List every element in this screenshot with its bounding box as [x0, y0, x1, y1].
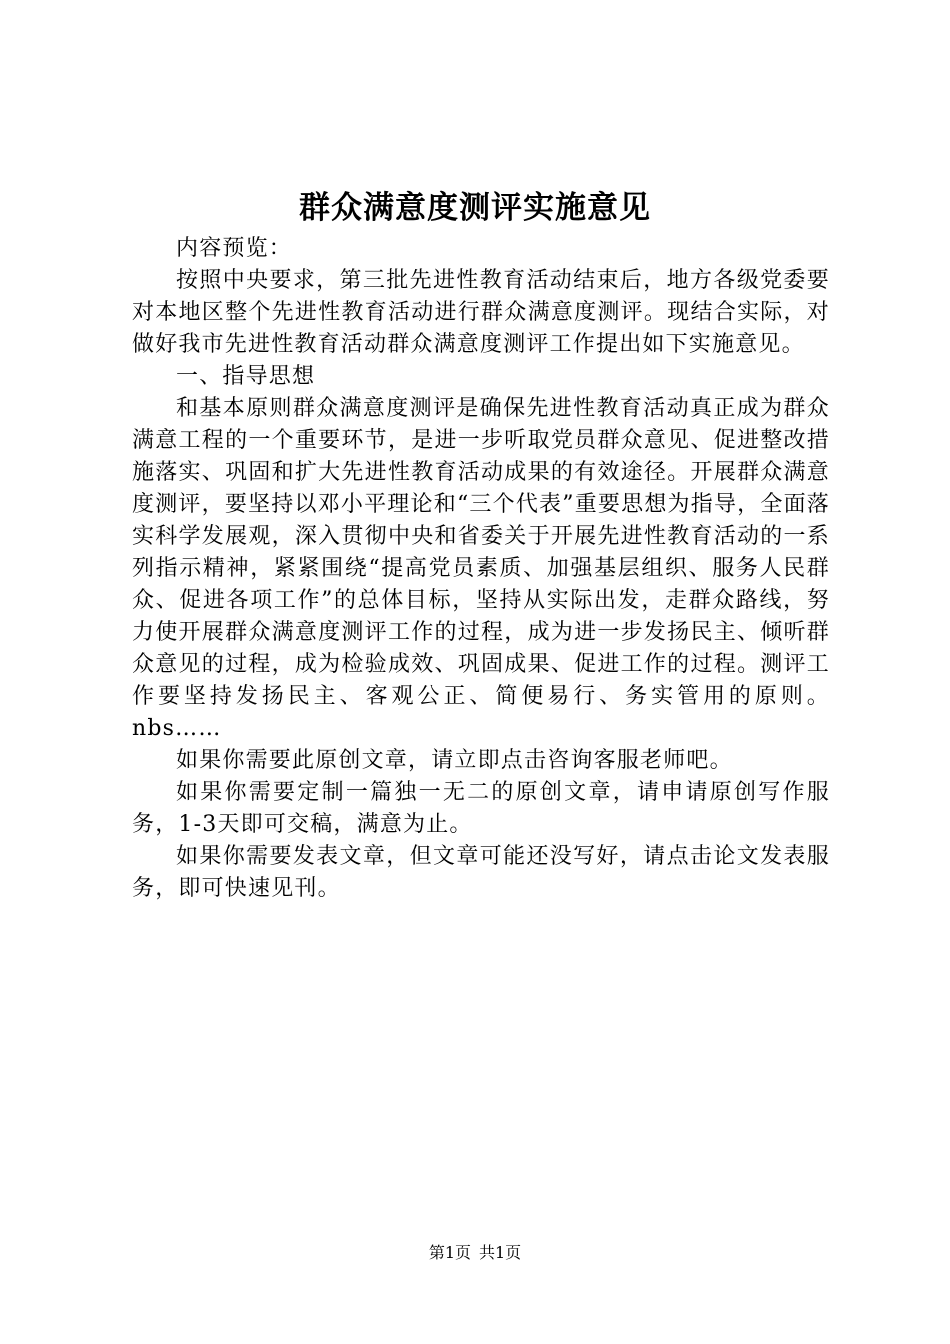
document-body: [132, 233, 830, 905]
section-heading: 一、指导思想: [176, 364, 316, 389]
publishing-service-paragraph[interactable]: 如果你需要发表文章，但文章可能还没写好，请点击论文发表服务，即可快速见刊。: [132, 844, 830, 901]
page-number: 第1页: [428, 1243, 471, 1262]
contact-link-paragraph[interactable]: 如果你需要此原创文章，请立即点击咨询客服老师吧。: [176, 748, 733, 773]
principles-paragraph: 和基本原则群众满意度测评是确保先进性教育活动真正成为群众满意工程的一个重要环节，是进一步听取党员群众意见、促进整改措施落实、巩固和扩大先进性教育活动成果的有效途径。开展群众满意度测评，要坚持以邓小平理论和“三个代表”重要思想为指导，全面落实科学发展观，深入贯彻中央和省委关于开展先进性教育活动的一系列指示精神，紧紧围绕“提高党员素质、加强基层组织、服务人民群众、促进各项工作”的总体目标，坚持从实际出发，走群众路线，努力使开展群众满意度测评工作的过程，成为进一步发扬民主、倾听群众意见的过程，成为检验成效、巩固成果、促进工作的过程。测评工作要坚持发扬民主、客观公正、简便易行、务实管用的原则。nbs……: [132, 396, 830, 741]
page-footer: [0, 1241, 950, 1265]
custom-writing-paragraph[interactable]: 如果你需要定制一篇独一无二的原创文章，请申请原创写作服务，1-3天即可交稿，满意为止。: [132, 780, 830, 837]
document-title: 群众满意度测评实施意见: [299, 190, 651, 226]
intro-paragraph: 按照中央要求，第三批先进性教育活动结束后，地方各级党委要对本地区整个先进性教育活动进行群众满意度测评。现结合实际，对做好我市先进性教育活动群众满意度测评工作提出如下实施意见。: [132, 268, 830, 357]
preview-label: 内容预览：: [176, 236, 293, 261]
page-total: 共1页: [479, 1243, 522, 1262]
